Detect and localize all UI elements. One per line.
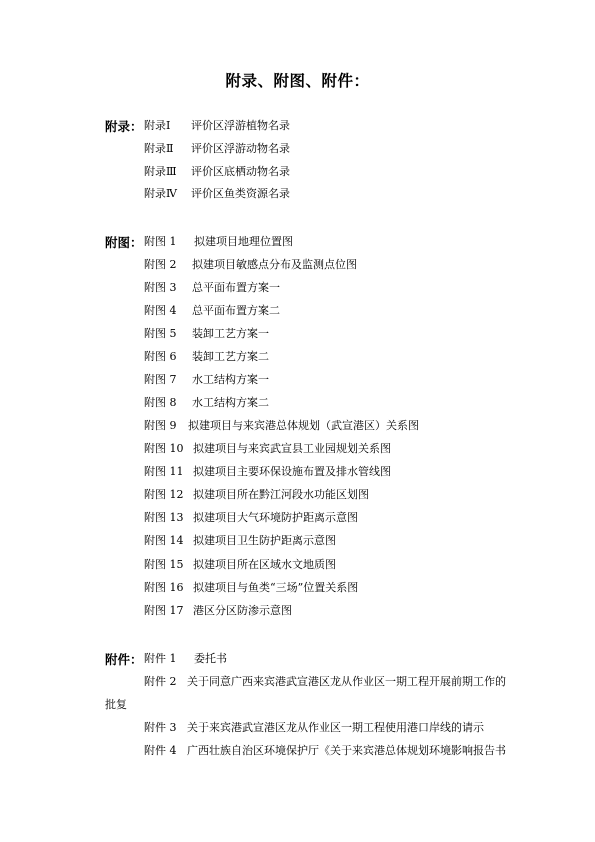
figure-number: 附图 2	[144, 258, 177, 271]
figure-title: 水工结构方案一	[192, 373, 269, 386]
figure-item	[144, 281, 280, 295]
figure-title: 总平面布置方案一	[192, 281, 280, 294]
figure-item	[144, 327, 269, 341]
figure-number: 附图 16	[144, 581, 184, 594]
figure-title: 水工结构方案二	[192, 396, 269, 409]
figure-item	[144, 581, 358, 595]
figure-number: 附图 10	[144, 442, 184, 455]
attachment-item	[144, 652, 227, 666]
figure-number: 附图 12	[144, 488, 184, 501]
figure-title: 拟建项目敏感点分布及监测点位图	[192, 258, 357, 271]
appendix-title: 评价区浮游动物名录	[191, 142, 290, 155]
appendix-number: 附录Ⅳ	[144, 187, 177, 200]
figure-item	[144, 304, 280, 318]
attachments-label: 附件：	[105, 652, 143, 667]
figure-title: 拟建项目大气环境防护距离示意图	[193, 511, 358, 524]
figure-number: 附图 5	[144, 327, 177, 340]
figure-item	[144, 258, 357, 272]
figure-item	[144, 488, 369, 502]
attachment-number: 附件 4	[144, 744, 177, 757]
attachment-item	[144, 744, 506, 758]
attachment-number: 附件 2	[144, 675, 177, 688]
figure-number: 附图 3	[144, 281, 177, 294]
figure-item	[144, 558, 336, 572]
appendix-item	[144, 142, 290, 156]
figure-number: 附图 17	[144, 604, 184, 617]
figure-number: 附图 1	[144, 235, 177, 248]
figures-label: 附图：	[105, 235, 143, 250]
figure-title: 总平面布置方案二	[192, 304, 280, 317]
appendices-label: 附录：	[105, 119, 143, 134]
appendix-title: 评价区鱼类资源名录	[191, 187, 290, 200]
figure-item	[144, 419, 419, 433]
figure-title: 港区分区防渗示意图	[193, 604, 292, 617]
figure-item	[144, 534, 336, 548]
figure-number: 附图 4	[144, 304, 177, 317]
figure-number: 附图 13	[144, 511, 184, 524]
appendix-number: 附录Ⅰ	[144, 119, 171, 132]
figure-item	[144, 350, 269, 364]
appendix-item	[144, 187, 290, 201]
appendix-number: 附录Ⅲ	[144, 165, 177, 178]
figure-title: 拟建项目卫生防护距离示意图	[193, 534, 336, 547]
attachment-item	[144, 675, 506, 689]
attachment-number: 附件 1	[144, 652, 177, 665]
appendix-item	[144, 119, 290, 133]
figure-number: 附图 8	[144, 396, 177, 409]
figure-item	[144, 235, 293, 249]
figure-number: 附图 14	[144, 534, 184, 547]
attachment-title: 关于同意广西来宾港武宣港区龙从作业区一期工程开展前期工作的	[187, 675, 506, 688]
figure-number: 附图 7	[144, 373, 177, 386]
appendix-number: 附录Ⅱ	[144, 142, 174, 155]
appendix-item	[144, 165, 290, 179]
figure-number: 附图 11	[144, 465, 184, 478]
figure-item	[144, 465, 391, 479]
appendix-title: 评价区底栖动物名录	[191, 165, 290, 178]
figure-title: 拟建项目所在区域水文地质图	[193, 558, 336, 571]
figure-item	[144, 511, 358, 525]
figure-title: 拟建项目与来宾武宣县工业园规划关系图	[193, 442, 391, 455]
figure-item	[144, 442, 391, 456]
attachment-title: 委托书	[194, 652, 227, 665]
figure-title: 装卸工艺方案一	[192, 327, 269, 340]
attachment-item	[144, 721, 484, 735]
figure-title: 拟建项目地理位置图	[194, 235, 293, 248]
figure-item	[144, 604, 292, 618]
figure-title: 拟建项目所在黔江河段水功能区划图	[193, 488, 369, 501]
figure-number: 附图 15	[144, 558, 184, 571]
attachment-title-continuation: 批复	[105, 698, 127, 711]
figure-title: 拟建项目与来宾港总体规划（武宣港区）关系图	[188, 419, 419, 432]
figure-number: 附图 9	[144, 419, 177, 432]
figure-number: 附图 6	[144, 350, 177, 363]
attachment-number: 附件 3	[144, 721, 177, 734]
page-title: 附录、附图、附件：	[225, 72, 370, 90]
attachment-title: 关于来宾港武宣港区龙从作业区一期工程使用港口岸线的请示	[187, 721, 484, 734]
figure-title: 拟建项目主要环保设施布置及排水管线图	[193, 465, 391, 478]
figure-title: 装卸工艺方案二	[192, 350, 269, 363]
figure-item	[144, 373, 269, 387]
figure-item	[144, 396, 269, 410]
appendix-title: 评价区浮游植物名录	[191, 119, 290, 132]
figure-title: 拟建项目与鱼类“三场”位置关系图	[193, 581, 359, 594]
attachment-title: 广西壮族自治区环境保护厅《关于来宾港总体规划环境影响报告书	[187, 744, 506, 757]
